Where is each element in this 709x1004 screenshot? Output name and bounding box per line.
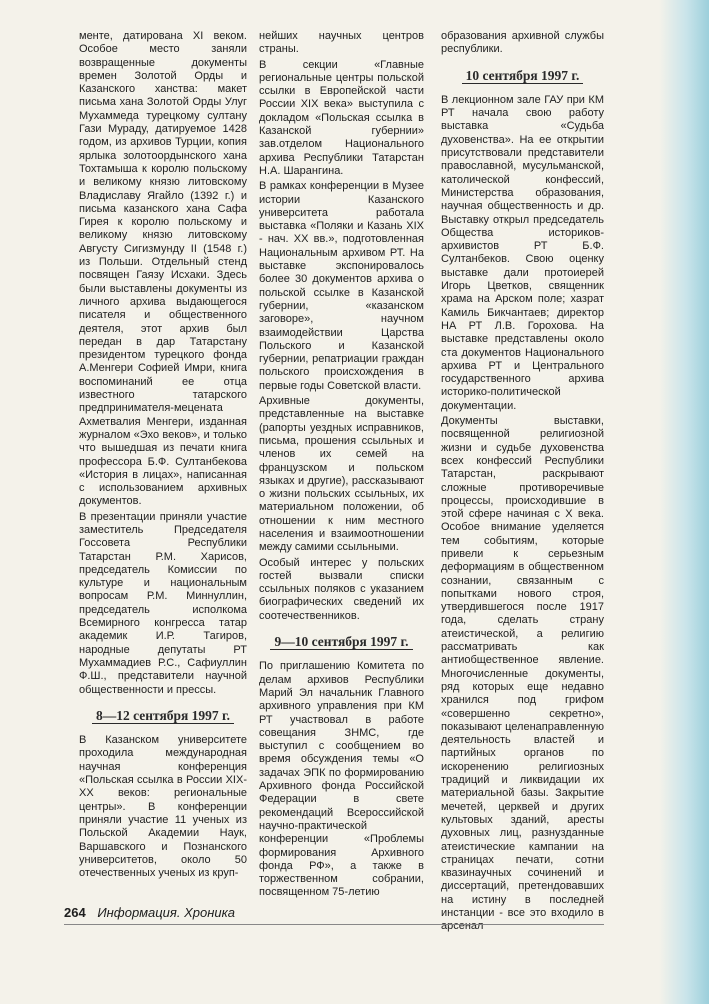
date-heading-wrap: [79, 709, 247, 724]
paragraph: Особый интерес у польских гостей вызвали списки ссыльных поляков с указанием биографических сведений их соотечественников.: [259, 556, 424, 622]
text-column-1: [79, 30, 247, 882]
paragraph: В рамках конференции в Музее истории Казанского университета работала выставка «Поляки и Казань XIX - нач. XX вв.», подготовленная Национальным архивом РТ. На выставке экспонировалось более 30 документов архива о польской ссылке в Казанской губернии, «казанском заговоре», научном взаимодействии Царства Польского и Казанской губернии, репатриации граждан польского происхождения в первые годы Советской власти.: [259, 180, 424, 392]
paragraph: Архивные документы, представленные на выставке (рапорты уездных исправников, письма, прошения ссыльных и членов их семей на французском и польском языках и другие), рассказывают о жизни польских ссыльных, их материальном положении, об отношении к ним местного населения и взаимоотношении между самими ссыльными.: [259, 395, 424, 554]
text-column-3: [441, 30, 604, 936]
section-title: Информация. Хроника: [97, 905, 235, 920]
date-heading-wrap: [259, 635, 424, 650]
page-number: 264: [64, 905, 86, 920]
date-heading: 10 сентября 1997 г.: [462, 69, 584, 84]
paragraph: В презентации приняли участие заместитель Председателя Госсовета Республики Татарстан Р.М. Харисов, председатель Комиссии по культуре и национальным вопросам Р.М. Миннуллин, председатель исполкома Всемирного конгресса татар академик И.Р. Тагиров, народные депутаты РТ Мухаммадиев Р.С., Сафиуллин Ф.Ш., представители научной общественности и прессы.: [79, 510, 247, 696]
paragraph: образования архивной службы республики.: [441, 30, 604, 56]
date-heading: 9—10 сентября 1997 г.: [270, 635, 412, 650]
date-heading-wrap: [441, 69, 604, 84]
page-edge-strip: [659, 0, 709, 1004]
page-footer: [64, 905, 235, 920]
paragraph: Документы выставки, посвященной религиозной жизни и судьбе духовенства всех конфессий Республики Татарстан, раскрывают сложные противоречивые процессы, происходившие в этой сфере начиная с Х века. Особое внимание уделяется тем событиям, которые привели к серьезным деформациям в общественном сознании, связанным с попытками нового строя, утвердившегося после 1917 года, сделать страну атеистической, а религию рассматривать как антиобщественное явление. Многочисленные документы, ряд которых еще недавно хранился под грифом «совершенно секретно», показывают целенаправленную деятельность властей и партийных органов по искоренению религиозных традиций и ликвидации их материальной базы. Закрытие мечетей, церквей и других культовых зданий, аресты духовных лиц, разнузданные атеистические кампании на страницах печати, сотни квазинаучных сочинений и диссертаций, претендовавших на истину в последней инстанции - все это входило в арсенал: [441, 415, 604, 933]
paragraph: По приглашению Комитета по делам архивов Республики Марий Эл начальник Главного архивного управления при КМ РТ участвовал в работе совещания ЗНМС, где выступил с сообщением во время обсуждения темы «О задачах ЭПК по формированию Архивного фонда Российской Федерации в свете рекомендаций Всероссийской научно-практической конференции «Проблемы формирования Архивного фонда РФ», а также в торжественном собрании, посвященном 75-летию: [259, 660, 424, 899]
paragraph: В секции «Главные региональные центры польской ссылки в Европейской части России XIX века» выступила с докладом «Польская ссылка в Казанской губернии» зав.отделом Национального архива Республики Татарстан Н.А. Шарангина.: [259, 58, 424, 177]
paragraph: В лекционном зале ГАУ при КМ РТ начала свою работу выставка «Судьба духовенства». На ее открытии присутствовали представители православной, мусульманской, католической конфессий, Министерства образования, научная общественность и др. Выставку открыл председатель Общества историков-архивистов РТ Б.Ф. Султанбеков. Свою оценку выставке дали протоиерей Игорь Цветков, священник храма на Арском поле; хазрат Камиль Бикчантаев; директор НА РТ Л.В. Горохова. На выставке представлены около ста документов Национального архива РТ и Центрального государственного архива историко-политической документации.: [441, 93, 604, 412]
paragraph: нейших научных центров страны.: [259, 30, 424, 56]
footer-divider: [64, 924, 604, 925]
paragraph: менте, датирована XI веком. Особое место заняли возвращенные документы времен Золотой Орды и Казанского ханства: макет письма хана Золотой Орды Улуг Мухаммеда турецкому султану Гази Мураду, датируемое 1428 годом, из архивов Турции, копия ярлыка золотоордынского хана Тохтамыша к королю польскому и великому князю литовскому Владиславу Ягайло (1392 г.) и письма казанского хана Сафа Гирея к королю польскому и великому князю литовскому Августу Сигизмунду II (1548 г.) из Польши. Отдельный стенд посвящен Гаязу Исхаки. Здесь были выставлены документы из личного архива выдающегося писателя и общественного деятеля, этот архив был передан в дар Татарстану президентом турецкого фонда А.Менгери Софией Имри, книга воспоминаний ее отца известного татарского предпринимателя-мецената Ахметвалия Менгери, изданная журналом «Эхо веков», и только что вышедшая из печати книга профессора Б.Ф. Султанбекова «История в лицах», написанная с использованием архивных документов.: [79, 30, 247, 508]
text-column-2: [259, 30, 424, 902]
paragraph: В Казанском университете проходила международная научная конференция «Польская ссылка в России XIX-XX веков: региональные центры». В конференции приняли участие 11 ученых из Польской Академии Наук, Варшавского и Познанского университетов, около 50 отечественных ученых из круп-: [79, 734, 247, 880]
date-heading: 8—12 сентября 1997 г.: [92, 709, 234, 724]
